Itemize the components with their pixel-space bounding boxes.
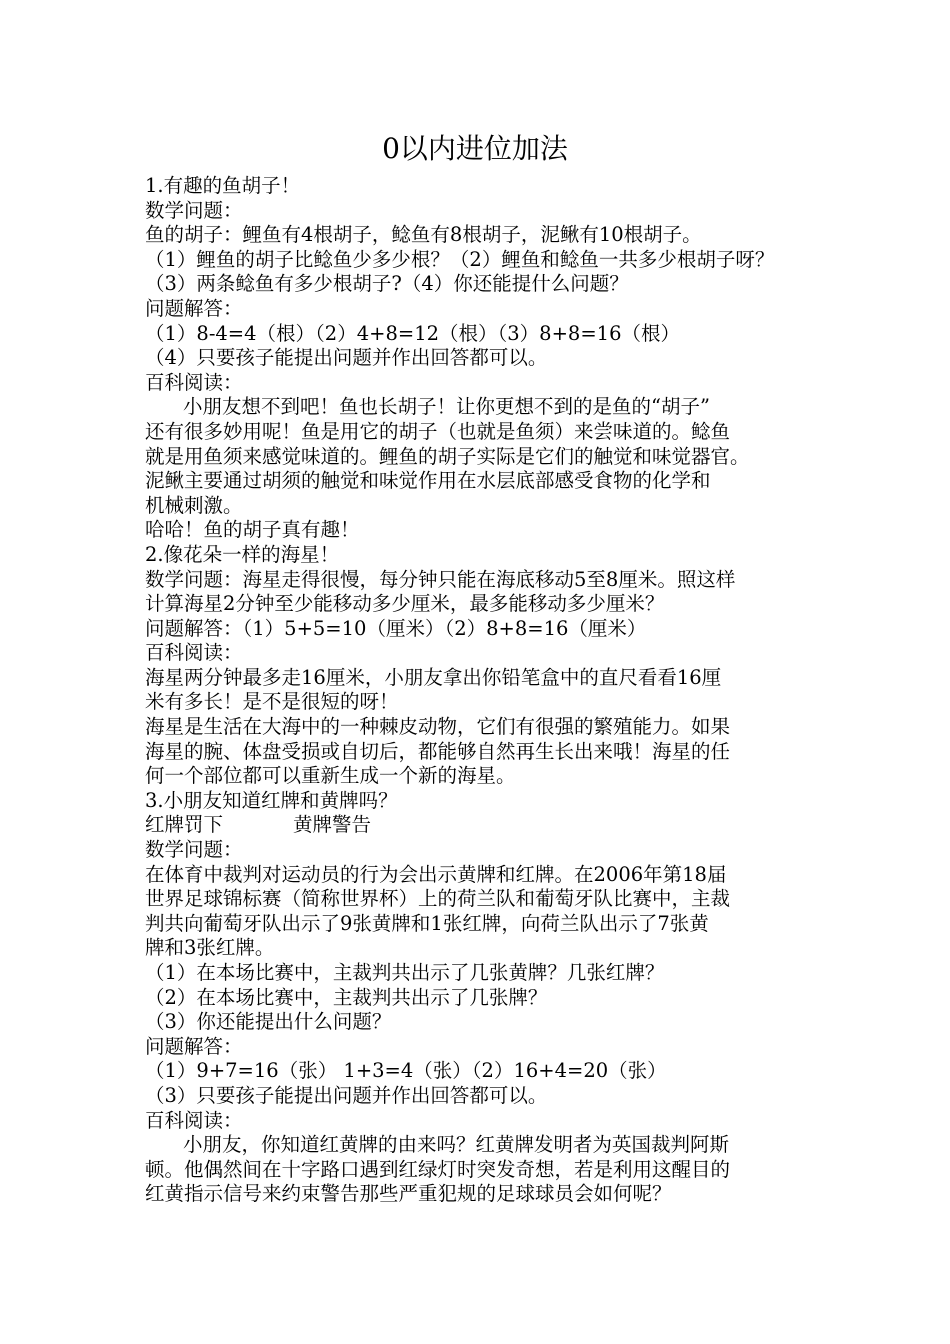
paragraph-line: 小朋友想不到吧！鱼也长胡子！让你更想不到的是鱼的“胡子” — [183, 395, 710, 419]
paragraph-line: （3）只要孩子能提出问题并作出回答都可以。 — [145, 1083, 548, 1107]
paragraph-line: （1）在本场比赛中，主裁判共出示了几张黄牌？几张红牌？ — [145, 961, 665, 984]
section-heading: 3.小朋友知道红牌和黄牌吗？ — [145, 788, 398, 812]
paragraph-line: 判共向葡萄牙队出示了9张黄牌和1张红牌，向荷兰队出示了7张黄 — [145, 911, 709, 935]
paragraph-line: 鱼的胡子：鲤鱼有4根胡子，鲶鱼有8根胡子，泥鳅有10根胡子。 — [145, 223, 702, 247]
paragraph-line: 海星是生活在大海中的一种棘皮动物，它们有很强的繁殖能力。如果 — [145, 715, 731, 739]
paragraph-line: 红黄指示信号来约束警告那些严重犯规的足球球员会如何呢？ — [145, 1182, 672, 1206]
paragraph-line: 海星的腕、体盘受损或自切后，都能够自然再生长出来哦！海星的任 — [145, 739, 731, 763]
section-heading: 1.有趣的鱼胡子！ — [145, 174, 301, 197]
paragraph-line: 数学问题： — [145, 198, 243, 222]
yellow-card-caption: 黄牌警告 — [293, 813, 372, 837]
paragraph-line: 哈哈！鱼的胡子真有趣！ — [145, 518, 360, 542]
card-caption-row — [145, 813, 815, 838]
paragraph-line: （4）只要孩子能提出问题并作出回答都可以。 — [145, 346, 548, 370]
paragraph-line: 牌和3张红牌。 — [145, 936, 275, 960]
paragraph-line: 顿。他偶然间在十字路口遇到红绿灯时突发奇想，若是利用这醒目的 — [145, 1157, 731, 1181]
paragraph-line: （1）8-4=4（根）（2）4+8=12（根）（3）8+8=16（根） — [145, 321, 680, 345]
paragraph-line: 问题解答： — [145, 296, 243, 320]
paragraph-line: 百科阅读： — [145, 641, 243, 665]
paragraph-line: 世界足球锦标赛（简称世界杯）上的荷兰队和葡萄牙队比赛中，主裁 — [145, 887, 731, 911]
paragraph-line: 还有很多妙用呢！鱼是用它的胡子（也就是鱼须）来尝味道的。鲶鱼 — [145, 419, 731, 443]
section-heading: 2.像花朵一样的海星！ — [145, 542, 340, 566]
document-body — [145, 174, 815, 1207]
paragraph-line: （3）两条鲶鱼有多少根胡子?（4）你还能提什么问题？ — [145, 272, 629, 296]
paragraph-line: 泥鳅主要通过胡须的触觉和味觉作用在水层底部感受食物的化学和 — [145, 469, 711, 493]
paragraph-line: 何一个部位都可以重新生成一个新的海星。 — [145, 764, 516, 788]
paragraph-line: （3）你还能提出什么问题？ — [145, 1010, 392, 1034]
paragraph-line: 小朋友，你知道红黄牌的由来吗？红黄牌发明者为英国裁判阿斯 — [183, 1133, 730, 1157]
red-card-caption: 红牌罚下 — [145, 813, 224, 837]
paragraph-line: 米有多长！是不是很短的呀！ — [145, 690, 399, 714]
paragraph-line: （2）在本场比赛中，主裁判共出示了几张牌？ — [145, 985, 548, 1009]
paragraph-line: 百科阅读： — [145, 370, 243, 394]
paragraph-line: 数学问题：海星走得很慢，每分钟只能在海底移动5至8厘米。照这样 — [145, 567, 736, 591]
paragraph-line: 数学问题： — [145, 838, 243, 862]
document-title: 0以内进位加法 — [382, 132, 568, 165]
paragraph-line: （1）9+7=16（张） 1+3=4（张）（2）16+4=20（张） — [145, 1059, 667, 1083]
paragraph-line: 机械刺激。 — [145, 493, 243, 517]
paragraph-line: （1）鲤鱼的胡子比鲶鱼少多少根？（2）鲤鱼和鲶鱼一共多少根胡子呀？ — [145, 247, 775, 271]
paragraph-line: 问题解答： — [145, 1034, 243, 1058]
paragraph-line: 问题解答：（1）5+5=10（厘米）（2）8+8=16（厘米） — [145, 616, 647, 640]
paragraph-line: 百科阅读： — [145, 1108, 243, 1132]
paragraph-line: 就是用鱼须来感觉味道的。鲤鱼的胡子实际是它们的触觉和味觉器官。 — [145, 444, 750, 468]
paragraph-line: 计算海星2分钟至少能移动多少厘米，最多能移动多少厘米？ — [145, 592, 665, 616]
paragraph-line: 海星两分钟最多走16厘米，小朋友拿出你铅笔盒中的直尺看看16厘 — [145, 665, 722, 689]
paragraph-line: 在体育中裁判对运动员的行为会出示黄牌和红牌。在2006年第18届 — [145, 862, 727, 886]
